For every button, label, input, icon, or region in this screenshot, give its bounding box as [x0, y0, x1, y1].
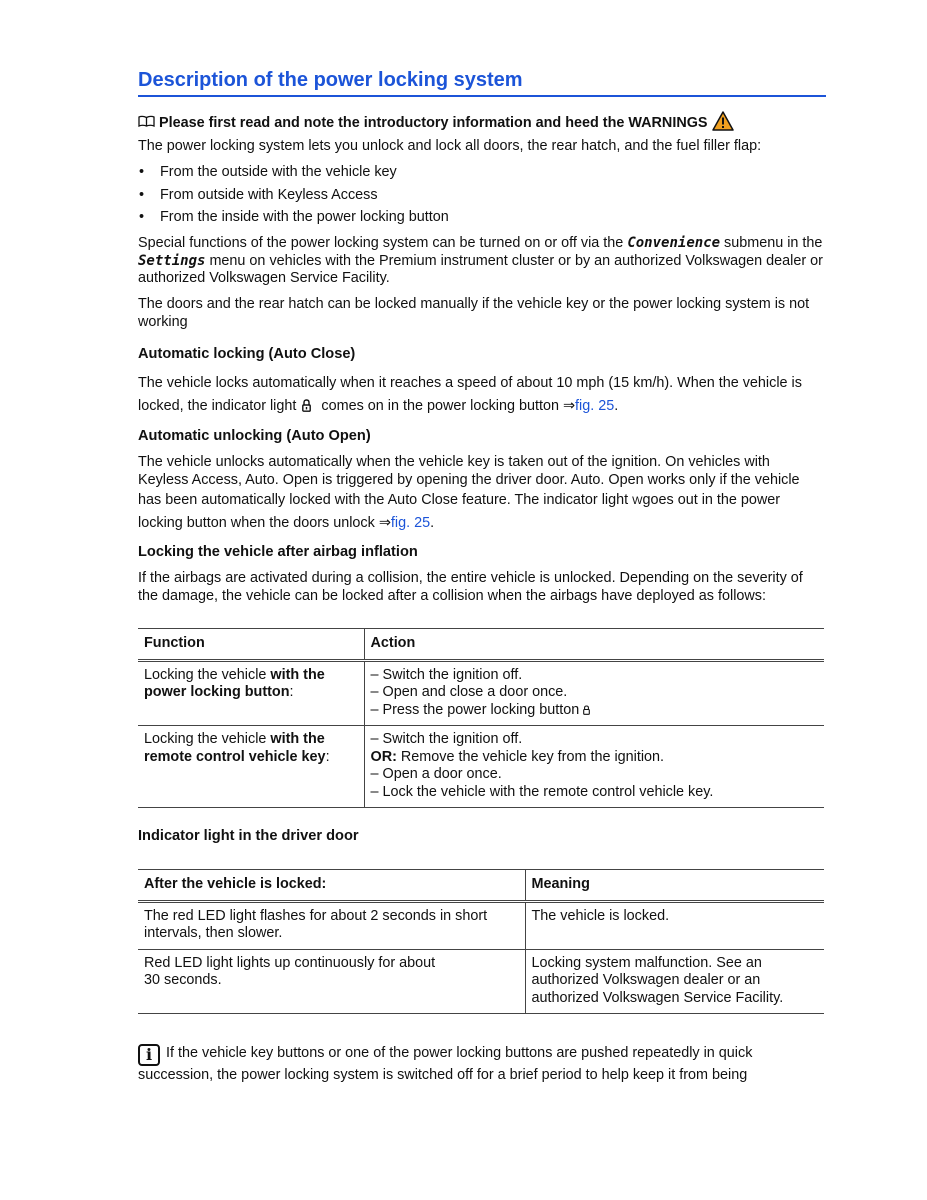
column-header: Action: [364, 629, 824, 661]
special-functions-paragraph: [138, 235, 824, 288]
table-cell: [364, 660, 824, 726]
note-text: If the vehicle key buttons or one of the power locking buttons are pushed repeatedly in quick succession, the power locking system is switched off for a brief period to help keep it from being: [138, 1045, 753, 1083]
text-span: Locking the vehicle: [144, 666, 271, 683]
page-title: Description of the power locking system: [138, 68, 826, 97]
action-line: – Open and close a door once.: [370, 684, 568, 700]
table-cell: Red LED light lights up continuously for about 30 seconds.: [138, 949, 525, 1014]
list-item: • From the outside with the vehicle key: [138, 164, 824, 187]
text-span: Remove the vehicle key from the ignition.: [396, 748, 665, 765]
menu-settings: Settings: [138, 252, 206, 269]
column-header: Function: [138, 629, 364, 661]
text-span: :: [289, 684, 294, 700]
action-line: – Switch the ignition off.: [370, 666, 523, 683]
info-icon: i: [138, 1044, 160, 1066]
text-span: goes out in the power locking button when the doors unlock: [138, 492, 781, 531]
heading-indicator-light: Indicator light in the driver door: [138, 828, 359, 844]
book-icon: [138, 115, 155, 133]
column-header: After the vehicle is locked:: [138, 870, 525, 902]
table-cell: [138, 660, 364, 726]
table-row: [138, 949, 824, 1014]
warning-triangle-icon[interactable]: [712, 111, 734, 137]
arrow-icon: ⇒: [378, 515, 391, 531]
table-cell: [138, 726, 364, 808]
text-span: in the: [787, 235, 823, 251]
arrow-icon: ⇒: [562, 398, 576, 414]
text-span: Special functions of the power locking system can be turned on or off via the: [138, 235, 624, 251]
auto-open-paragraph: [138, 454, 824, 535]
table-row: [138, 660, 824, 726]
heading-auto-close: Automatic locking (Auto Close): [138, 346, 356, 362]
text-span: OR:: [370, 748, 397, 765]
action-line: – Switch the ignition off.: [370, 731, 523, 747]
list-item: • From the inside with the power locking button: [138, 209, 824, 232]
lock-indicator-icon: [302, 397, 311, 420]
fig-25-link[interactable]: fig. 25: [390, 515, 431, 531]
text-span: with the power locking button: [144, 666, 325, 700]
warning-text: Please first read and note the introductory information and heed the WARNINGS: [159, 115, 708, 131]
indicator-table: [138, 869, 824, 1014]
intro-paragraph: The power locking system lets you unlock and lock all doors, the rear hatch, and the fuel filler flap:: [138, 138, 762, 154]
text-span: comes on in the power locking button: [321, 398, 559, 414]
auto-close-paragraph: [138, 372, 824, 420]
column-header: Meaning: [525, 870, 824, 902]
text-span: .: [430, 515, 435, 531]
fig-25-link[interactable]: fig. 25: [575, 398, 615, 414]
action-line: [371, 749, 819, 767]
indicator-glyph: W: [632, 495, 643, 507]
text-span: The vehicle unlocks automatically when the vehicle key is taken out of the ignition. On vehicles with Keyless Access, Auto. Open is triggered by opening the driver door. Auto. Open works only if the vehicle has been automatically locked with the Auto Close feature. The indicator light: [138, 454, 800, 508]
lock-button-icon: [583, 702, 590, 718]
action-line: – Open a door once.: [370, 766, 502, 782]
text-span: menu on vehicles with the Premium instrument cluster or by an authorized Volkswagen dealer or authorized Volkswagen Service Facility.: [138, 252, 823, 286]
table-row: [138, 901, 824, 949]
menu-convenience: Convenience: [627, 235, 721, 251]
action-line: [371, 702, 819, 720]
table-cell: [364, 726, 824, 808]
warning-line: [138, 111, 824, 137]
list-item: • From outside with Keyless Access: [138, 187, 824, 210]
text-span: :: [325, 748, 330, 765]
table-cell: Locking system malfunction. See an authorized Volkswagen dealer or an authorized Volkswagen Service Facility.: [525, 949, 824, 1014]
table-header-row: [138, 870, 824, 902]
info-note: [138, 1044, 824, 1085]
table-row: [138, 726, 824, 808]
text-span: with the remote control vehicle key: [144, 731, 326, 765]
text-span: submenu: [724, 235, 784, 251]
manual-lock-paragraph: The doors and the rear hatch can be locked manually if the vehicle key or the power locking system is not working: [138, 296, 810, 330]
text-span: The vehicle locks automatically when it reaches a speed of about 10 mph (15 km/h). When the vehicle is locked, the indicator light: [138, 375, 802, 414]
text-span: .: [614, 398, 619, 414]
heading-airbag: Locking the vehicle after airbag inflation: [138, 544, 418, 560]
access-list: [138, 164, 824, 232]
table-header-row: [138, 629, 824, 661]
text-span: Locking the vehicle: [144, 731, 271, 747]
airbag-paragraph: If the airbags are activated during a collision, the entire vehicle is unlocked. Depending on the severity of the damage, the vehicle can be locked after a collision when the airbags have deployed as follows:: [138, 570, 803, 604]
text-span: – Press the power locking button: [370, 701, 580, 718]
table-cell: The red LED light flashes for about 2 seconds in short intervals, then slower.: [138, 901, 525, 949]
heading-auto-open: Automatic unlocking (Auto Open): [138, 428, 371, 444]
table-cell: The vehicle is locked.: [525, 901, 824, 949]
action-line: – Lock the vehicle with the remote control vehicle key.: [370, 783, 714, 800]
locking-table: [138, 628, 824, 808]
